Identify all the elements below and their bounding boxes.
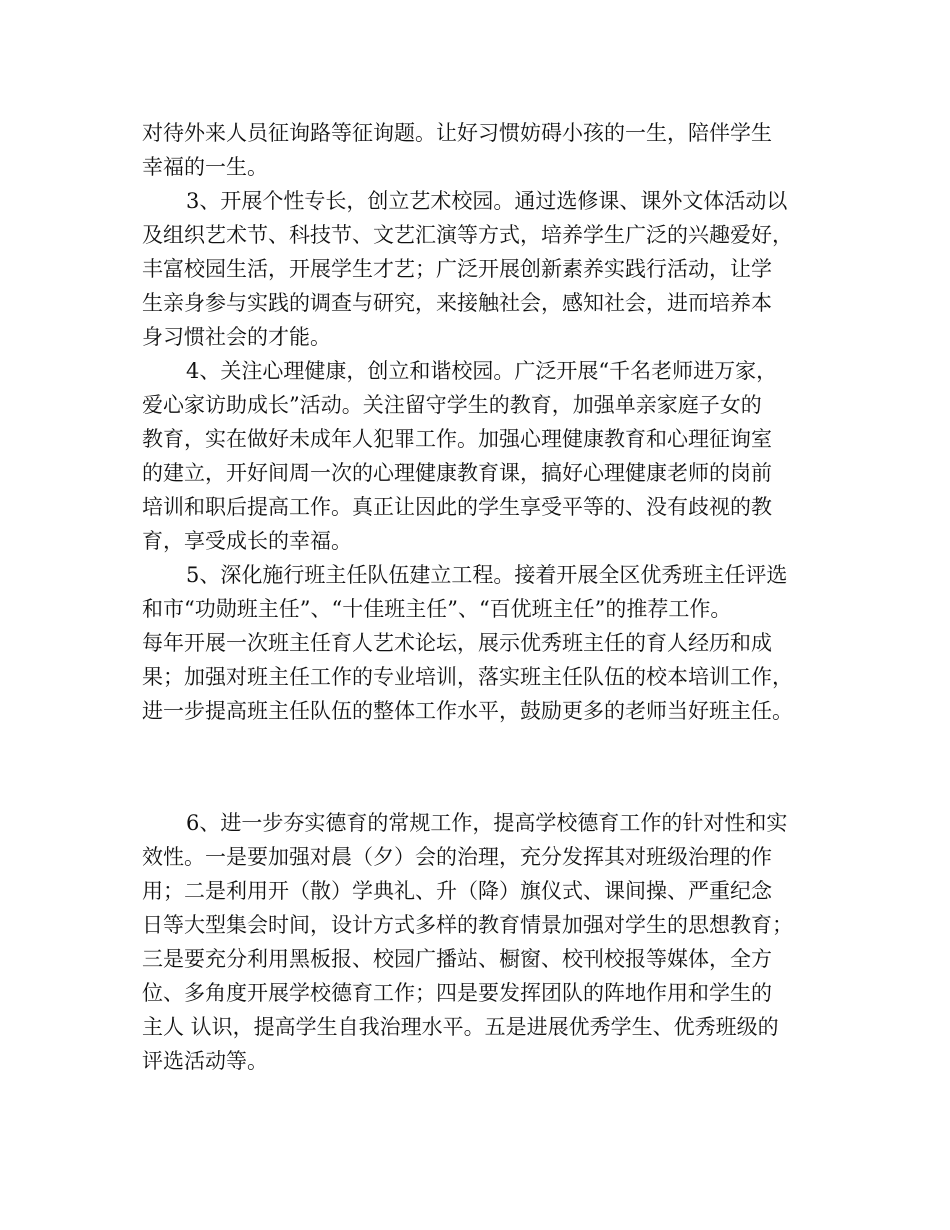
- text-line: 用；二是利用开（散）学典礼、升（降）旗仪式、课间操、严重纪念: [142, 879, 772, 903]
- text-line: 每年开展一次班主任育人艺术论坛，展示优秀班主任的育人经历和成: [142, 631, 772, 655]
- text-line: 和市“功勋班主任”、“十佳班主任”、“百优班主任”的推荐工作。: [142, 597, 732, 621]
- text-line: 日等大型集会时间，设计方式多样的教育情景加强对学生的思想教育；: [142, 913, 793, 937]
- text-line: 三是要充分利用黑板报、校园广播站、橱窗、校刊校报等媒体，全方: [142, 947, 772, 971]
- text-line: 生亲身参与实践的调查与研究，来接触社会，感知社会，进而培养本: [142, 291, 772, 315]
- body-text-block-2: [142, 806, 822, 1078]
- text-line: 对待外来人员征询路等征询题。让好习惯妨碍小孩的一生，陪伴学生: [142, 121, 772, 145]
- text-line: 幸福的一生。: [142, 155, 268, 179]
- text-line: 身习惯社会的才能。: [142, 325, 331, 349]
- paragraph-4-start: 4、关注心理健康，创立和谐校园。广泛开展“千名老师进万家，: [186, 359, 778, 383]
- text-line: 培训和职后提高工作。真正让因此的学生享受平等的、没有歧视的教: [142, 495, 772, 519]
- text-line: 丰富校园生活，开展学生才艺；广泛开展创新素养实践行活动，让学: [142, 257, 772, 281]
- text-line: 主人 认识，提高学生自我治理水平。五是进展优秀学生、优秀班级的: [142, 1015, 779, 1039]
- text-line: 效性。一是要加强对晨（夕）会的治理，充分发挥其对班级治理的作: [142, 845, 772, 869]
- paragraph-3-start: 3、开展个性专长，创立艺术校园。通过选修课、课外文体活动以: [186, 189, 788, 213]
- text-line: 育，享受成长的幸福。: [142, 529, 352, 553]
- paragraph-6-start: 6、进一步夯实德育的常规工作，提高学校德育工作的针对性和实: [186, 811, 788, 835]
- text-line: 进一步提高班主任队伍的整体工作水平，鼓励更多的老师当好班主任。: [142, 699, 793, 723]
- paragraph-5-start: 5、深化施行班主任队伍建立工程。接着开展全区优秀班主任评选: [186, 563, 788, 587]
- text-line: 爱心家访助成长”活动。关注留守学生的教育，加强单亲家庭子女的: [142, 393, 762, 417]
- text-line: 及组织艺术节、科技节、文艺汇演等方式，培养学生广泛的兴趣爱好，: [142, 223, 793, 247]
- text-line: 果；加强对班主任工作的专业培训，落实班主任队伍的校本培训工作，: [142, 665, 793, 689]
- text-line: 教育，实在做好未成年人犯罪工作。加强心理健康教育和心理征询室: [142, 427, 772, 451]
- text-line: 的建立，开好间周一次的心理健康教育课，搞好心理健康老师的岗前: [142, 461, 772, 485]
- body-text-block-1: [142, 116, 822, 728]
- text-line: 位、多角度开展学校德育工作；四是要发挥团队的阵地作用和学生的: [142, 981, 772, 1005]
- text-line: 评选活动等。: [142, 1049, 268, 1073]
